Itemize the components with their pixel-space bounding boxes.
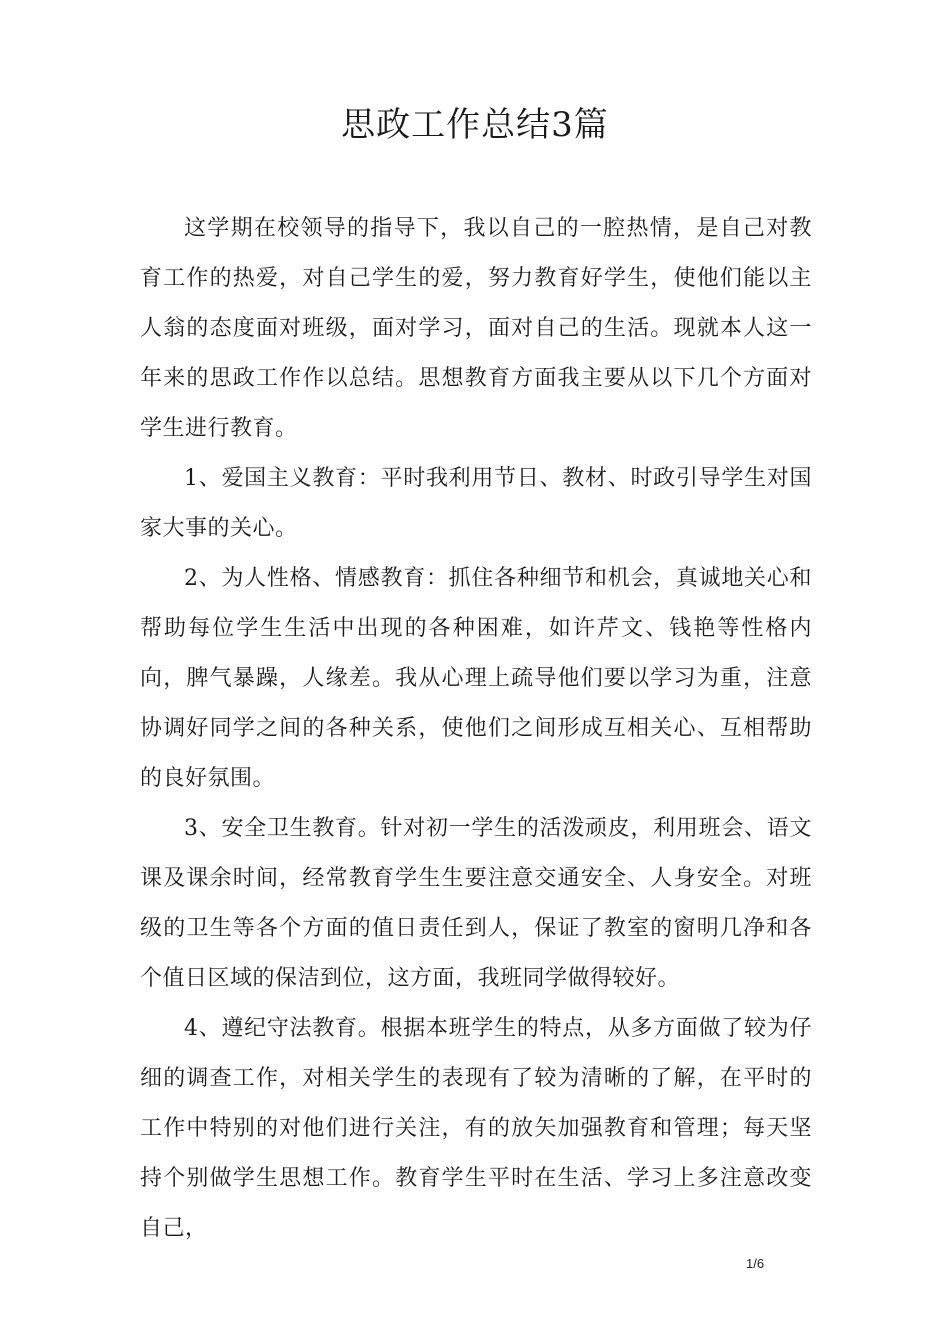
paragraph-law-education: 4、遵纪守法教育。根据本班学生的特点，从多方面做了较为仔细的调查工作，对相关学生的表现有了较为清晰的了解，在平时的工作中特别的对他们进行关注，有的放矢加强教育和管理；每天坚持个别做学生思想工作。教育学生平时在生活、学习上多注意改变自己， (140, 1016, 812, 1241)
document-body (140, 204, 812, 1254)
paragraph-character-education: 2、为人性格、情感教育：抓住各种细节和机会，真诚地关心和帮助每位学生生活中出现的各种困难，如许芹文、钱艳等性格内向，脾气暴躁，人缘差。我从心理上疏导他们要以学习为重，注意协调好同学之间的各种关系，使他们之间形成互相关心、互相帮助的良好氛围。 (140, 566, 812, 791)
paragraph-patriotic-education: 1、爱国主义教育：平时我利用节日、教材、时政引导学生对国家大事的关心。 (140, 466, 812, 541)
paragraph-safety-education: 3、安全卫生教育。针对初一学生的活泼顽皮，利用班会、语文课及课余时间，经常教育学生生要注意交通安全、人身安全。对班级的卫生等各个方面的值日责任到人，保证了教室的窗明几净和各个值日区域的保洁到位，这方面，我班同学做得较好。 (140, 816, 812, 991)
paragraph-intro: 这学期在校领导的指导下，我以自己的一腔热情，是自己对教育工作的热爱，对自己学生的爱，努力教育好学生，使他们能以主人翁的态度面对班级，面对学习，面对自己的生活。现就本人这一年来的思政工作作以总结。思想教育方面我主要从以下几个方面对学生进行教育。 (140, 216, 812, 441)
page-number: 1/6 (746, 1256, 765, 1271)
document-title: 思政工作总结3篇 (341, 105, 609, 145)
